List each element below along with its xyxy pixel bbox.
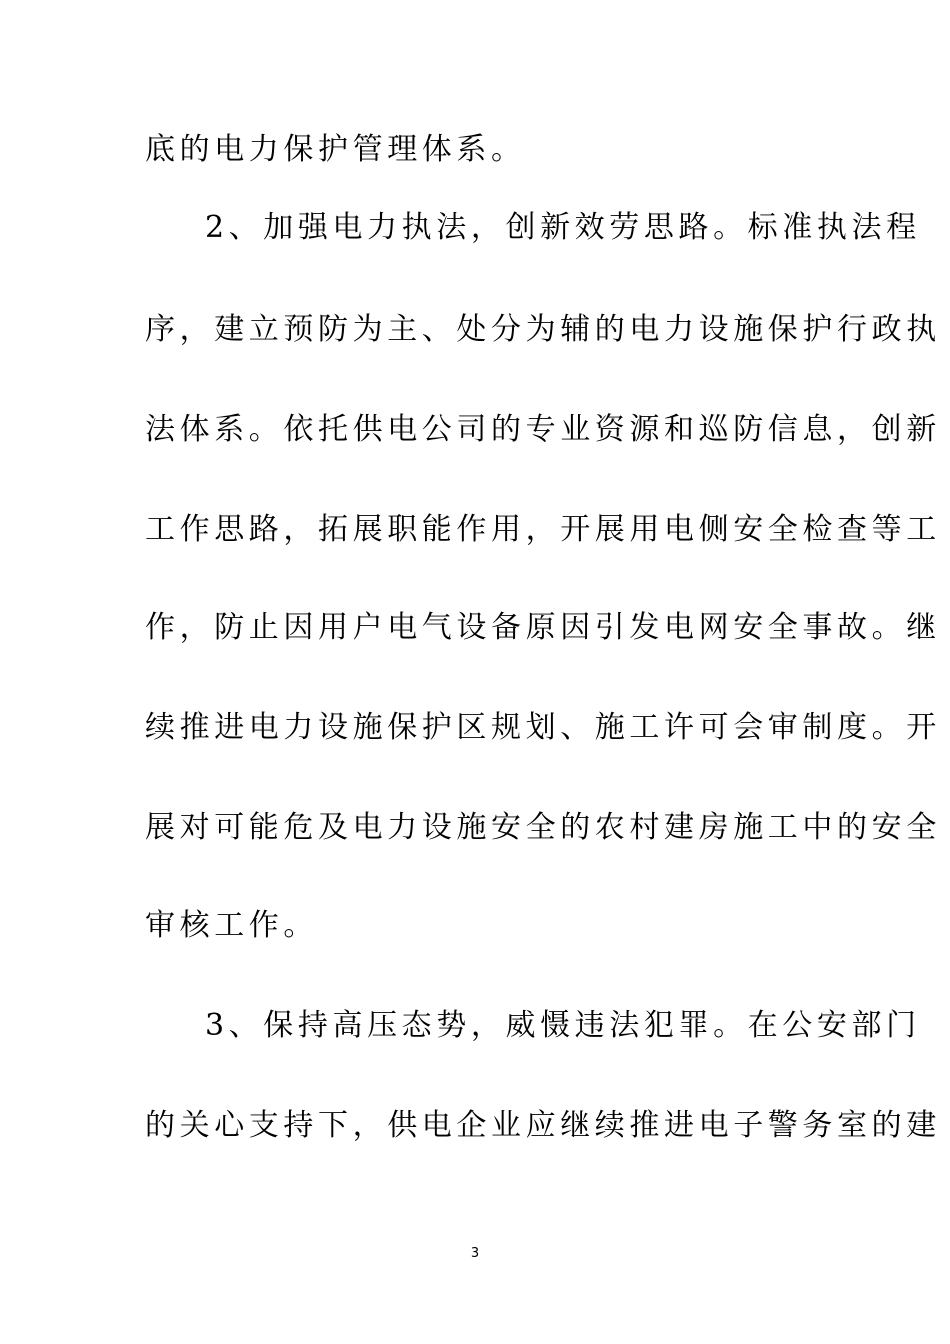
text-line-3: 序，建立预防为主、处分为辅的电力设施保护行政执 — [145, 312, 941, 347]
text-line-9: 审核工作。 — [145, 908, 318, 943]
text-line-6: 作，防止因用户电气设备原因引发电网安全事故。继 — [145, 610, 941, 645]
text-line-5: 工作思路，拓展职能作用，开展用电侧安全检查等工 — [145, 512, 941, 547]
text-line-7: 续推进电力设施保护区规划、施工许可会审制度。开 — [145, 710, 941, 745]
text-line-8: 展对可能危及电力设施安全的农村建房施工中的安全 — [145, 810, 941, 845]
text-line-11: 的关心支持下，供电企业应继续推进电子警务室的建 — [145, 1108, 941, 1143]
text-line-10: 3、保持高压态势，威慑违法犯罪。在公安部门 — [205, 1008, 921, 1043]
text-line-1: 底的电力保护管理体系。 — [145, 132, 526, 167]
text-line-2: 2、加强电力执法，创新效劳思路。标准执法程 — [205, 210, 921, 245]
page-number: 3 — [470, 1246, 480, 1261]
text-line-4: 法体系。依托供电公司的专业资源和巡防信息，创新 — [145, 412, 941, 447]
